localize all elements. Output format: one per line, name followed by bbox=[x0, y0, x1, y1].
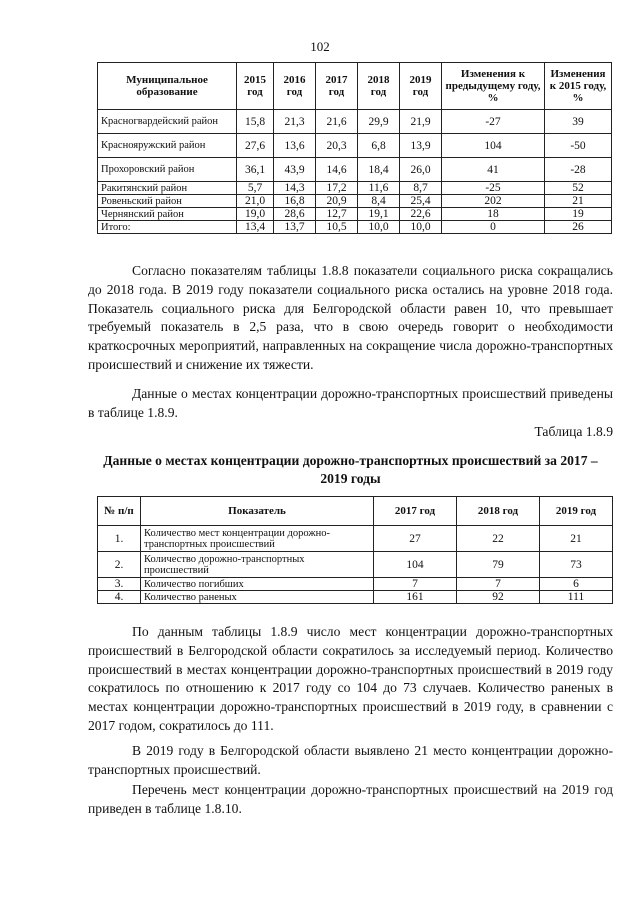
table-cell: 21,3 bbox=[274, 110, 316, 134]
table-cell: 36,1 bbox=[237, 158, 274, 182]
table-cell: 16,8 bbox=[274, 195, 316, 208]
table-cell: 12,7 bbox=[316, 208, 358, 221]
header-cell: 2015 год bbox=[237, 63, 274, 110]
table-cell: 52 bbox=[545, 182, 612, 195]
table-cell: -27 bbox=[442, 110, 545, 134]
table-cell: 6,8 bbox=[358, 134, 400, 158]
table-cell: 28,6 bbox=[274, 208, 316, 221]
table-cell: 43,9 bbox=[274, 158, 316, 182]
table-header-row bbox=[98, 497, 613, 526]
table-cell: 3. bbox=[98, 578, 141, 591]
table-cell: 1. bbox=[98, 526, 141, 552]
table-cell: 13,6 bbox=[274, 134, 316, 158]
table-row bbox=[98, 195, 612, 208]
header-cell: 2019 год bbox=[540, 497, 613, 526]
paragraph-analysis: По данным таблицы 1.8.9 число мест концентрации дорожно-транспортных происшествий в Белгородской области сократилось за исследуемый период. Количество происшествий в местах концентрации дорожно-транспортных происшествий в 2019 году сократилось по отношению к 2017 году со 104 до 73 случаев. Количество раненых в местах концентрации дорожно-транспортных происшествий в 2019 году, в сравнении с 2017 годом, сократилось до 111. bbox=[88, 624, 613, 733]
table-cell: 104 bbox=[374, 552, 457, 578]
table-row bbox=[98, 552, 613, 578]
table-cell: 17,2 bbox=[316, 182, 358, 195]
table-cell: 104 bbox=[442, 134, 545, 158]
table-cell: 14,6 bbox=[316, 158, 358, 182]
table-cell: Количество раненых bbox=[141, 591, 374, 604]
header-cell: Изменения к предыдущему году, % bbox=[442, 63, 545, 110]
table-cell: 18 bbox=[442, 208, 545, 221]
table-cell: 0 bbox=[442, 221, 545, 234]
table-cell: Количество мест концентрации дорожно-транспортных происшествий bbox=[141, 526, 374, 552]
table-row-total bbox=[98, 221, 612, 234]
table-label: Таблица 1.8.9 bbox=[534, 424, 613, 439]
header-cell: 2019 год bbox=[400, 63, 442, 110]
table-cell: 6 bbox=[540, 578, 613, 591]
table-cell: 8,4 bbox=[358, 195, 400, 208]
table-cell: 26,0 bbox=[400, 158, 442, 182]
table-row bbox=[98, 134, 612, 158]
table-cell: Количество дорожно-транспортных происшествий bbox=[141, 552, 374, 578]
table-cell: 13,4 bbox=[237, 221, 274, 234]
table-cell: 15,8 bbox=[237, 110, 274, 134]
table-cell: 41 bbox=[442, 158, 545, 182]
table-cell: 39 bbox=[545, 110, 612, 134]
table-cell: 21 bbox=[545, 195, 612, 208]
table-cell: 111 bbox=[540, 591, 613, 604]
table-cell: 21,9 bbox=[400, 110, 442, 134]
table-cell: 10,0 bbox=[358, 221, 400, 234]
table-cell: 21,0 bbox=[237, 195, 274, 208]
header-cell: 2018 год bbox=[457, 497, 540, 526]
table-row bbox=[98, 591, 613, 604]
table-cell: 13,7 bbox=[274, 221, 316, 234]
social-risk-table bbox=[97, 62, 612, 234]
table-cell: 29,9 bbox=[358, 110, 400, 134]
table-cell: 22,6 bbox=[400, 208, 442, 221]
paragraph-list-reference: Перечень мест концентрации дорожно-транспортных происшествий на 2019 год приведен в таблице 1.8.10. bbox=[88, 782, 613, 816]
table-cell: 73 bbox=[540, 552, 613, 578]
table-cell: 7 bbox=[374, 578, 457, 591]
table-cell: 11,6 bbox=[358, 182, 400, 195]
table-row bbox=[98, 208, 612, 221]
table-cell: Чернянский район bbox=[98, 208, 237, 221]
table-cell: 7 bbox=[457, 578, 540, 591]
table-row bbox=[98, 578, 613, 591]
header-cell: № п/п bbox=[98, 497, 141, 526]
table-row bbox=[98, 110, 612, 134]
table-cell: -50 bbox=[545, 134, 612, 158]
table-cell: 19,1 bbox=[358, 208, 400, 221]
paragraph-concentration-intro: Данные о местах концентрации дорожно-транспортных происшествий приведены в таблице 1.8.9. bbox=[88, 386, 613, 420]
table-cell: -28 bbox=[545, 158, 612, 182]
header-cell: 2016 год bbox=[274, 63, 316, 110]
table-cell: 19 bbox=[545, 208, 612, 221]
table-cell: 25,4 bbox=[400, 195, 442, 208]
header-cell: Изменения к 2015 году, % bbox=[545, 63, 612, 110]
table-cell: 79 bbox=[457, 552, 540, 578]
concentration-table bbox=[97, 496, 613, 604]
table-cell: 10,0 bbox=[400, 221, 442, 234]
header-cell: 2017 год bbox=[316, 63, 358, 110]
table-cell: 26 bbox=[545, 221, 612, 234]
table-cell: 20,3 bbox=[316, 134, 358, 158]
table-cell: 22 bbox=[457, 526, 540, 552]
table-cell: 10,5 bbox=[316, 221, 358, 234]
page-number: 102 bbox=[310, 39, 330, 54]
table-cell: 8,7 bbox=[400, 182, 442, 195]
table-row bbox=[98, 526, 613, 552]
header-cell: Муниципальное образование bbox=[98, 63, 237, 110]
table-cell: 27,6 bbox=[237, 134, 274, 158]
table-cell: Прохоровский район bbox=[98, 158, 237, 182]
table-cell: 2. bbox=[98, 552, 141, 578]
table-cell: 161 bbox=[374, 591, 457, 604]
header-cell: 2018 год bbox=[358, 63, 400, 110]
table-cell: 27 bbox=[374, 526, 457, 552]
table-cell: 21,6 bbox=[316, 110, 358, 134]
table-cell: 13,9 bbox=[400, 134, 442, 158]
table-cell: 5,7 bbox=[237, 182, 274, 195]
table-cell: 202 bbox=[442, 195, 545, 208]
table-cell: Ровеньский район bbox=[98, 195, 237, 208]
table-cell: Количество погибших bbox=[141, 578, 374, 591]
table-cell: 21 bbox=[540, 526, 613, 552]
header-cell: 2017 год bbox=[374, 497, 457, 526]
table-cell: 14,3 bbox=[274, 182, 316, 195]
table-header-row bbox=[98, 63, 612, 110]
table-cell: Краснояружский район bbox=[98, 134, 237, 158]
table-cell: Ракитянский район bbox=[98, 182, 237, 195]
table-row bbox=[98, 182, 612, 195]
table-cell: -25 bbox=[442, 182, 545, 195]
table-title: Данные о местах концентрации дорожно-транспортных происшествий за 2017 – 2019 годы bbox=[103, 453, 598, 486]
paragraph-social-risk: Согласно показателям таблицы 1.8.8 показатели социального риска сокращались до 2018 года. В 2019 году показатели социального риска остались на уровне 2018 года. Показатель социального риска для Белгородской области равен 10, что превышает требуемый показатель в 2,5 раза, что в свою очередь говорит о необходимости краткосрочных мероприятий, направленных на сокращение числа дорожно-транспортных происшествий и снижение их тяжести. bbox=[88, 263, 613, 372]
table-cell: 92 bbox=[457, 591, 540, 604]
table-cell: Красногвардейский район bbox=[98, 110, 237, 134]
table-cell: Итого: bbox=[98, 221, 237, 234]
table-cell: 20,9 bbox=[316, 195, 358, 208]
header-cell: Показатель bbox=[141, 497, 374, 526]
table-cell: 19,0 bbox=[237, 208, 274, 221]
table-cell: 18,4 bbox=[358, 158, 400, 182]
paragraph-2019-count: В 2019 году в Белгородской области выявлено 21 место концентрации дорожно-транспортных происшествий. bbox=[88, 743, 613, 777]
table-cell: 4. bbox=[98, 591, 141, 604]
table-row bbox=[98, 158, 612, 182]
